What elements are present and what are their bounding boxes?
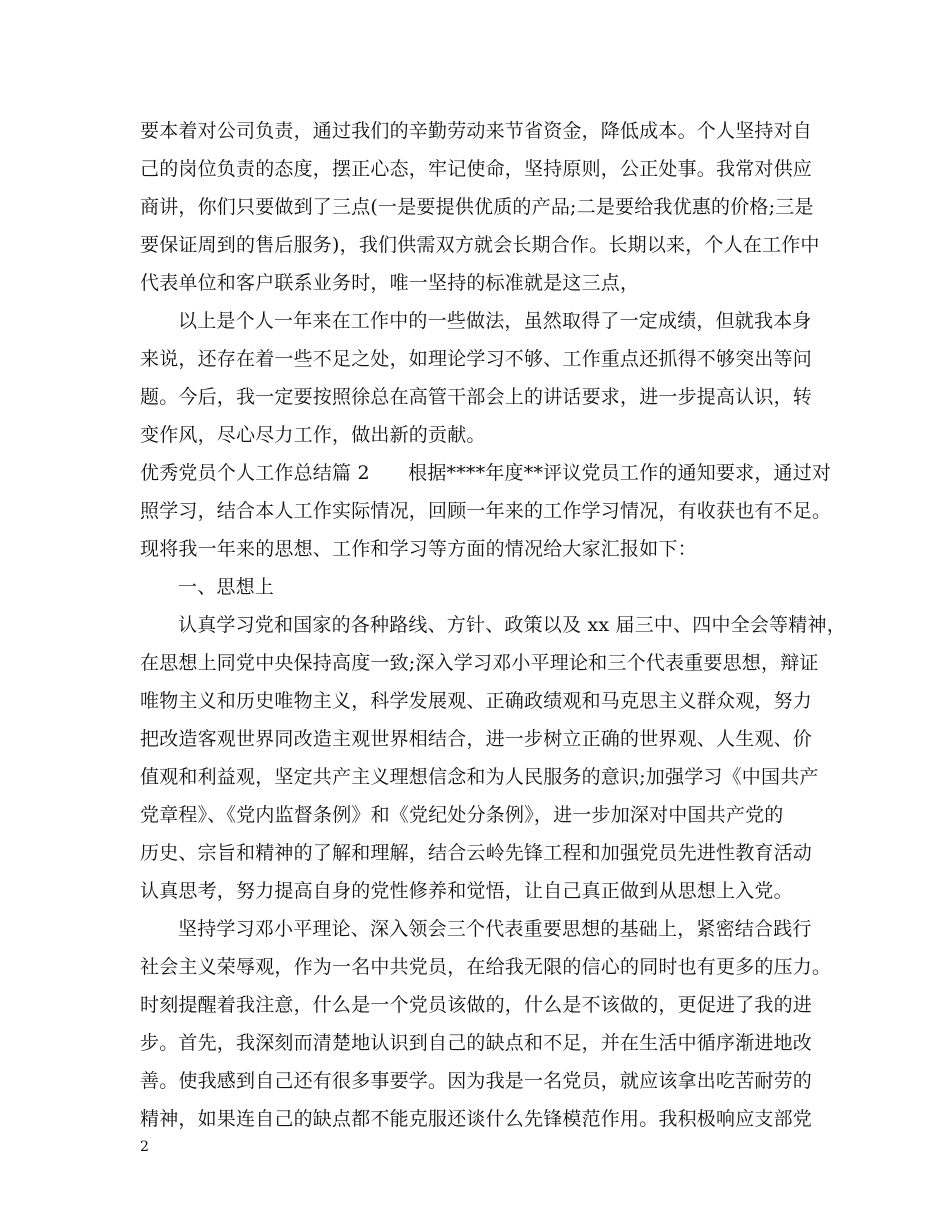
text-line: 题。今后，我一定要按照徐总在高管干部会上的讲话要求，进一步提高认识，转 [140, 386, 813, 408]
text-line: 党章程》、《党内监督条例》和《党纪处分条例》，进一步加深对中国共产党的 [140, 804, 784, 826]
subheading: 一、思想上 [178, 576, 275, 598]
text-line: 商讲，你们只要做到了三点(一是要提供优质的产品;二是要给我优惠的价格;三是 [140, 196, 814, 218]
text-line: 值观和利益观，坚定共产主义理想信念和为人民服务的意识;加强学习《中国共产 [140, 766, 819, 788]
text-line: 以上是个人一年来在工作中的一些做法，虽然取得了一定成绩，但就我本身 [178, 310, 812, 332]
text-line: 步。首先，我深刻而清楚地认识到自己的缺点和不足，并在生活中循序渐进地改 [140, 1032, 813, 1054]
section-heading-line: 优秀党员个人工作总结篇 2 根据****年度**评议党员工作的通知要求，通过对 [140, 462, 832, 484]
text-line: 己的岗位负责的态度，摆正心态，牢记使命，坚持原则，公正处事。我常对供应 [140, 158, 813, 180]
text-line: 现将我一年来的思想、工作和学习等方面的情况给大家汇报如下： [140, 538, 697, 560]
text-line: 唯物主义和历史唯物主义，科学发展观、正确政绩观和马克思主义群众观，努力 [140, 690, 813, 712]
text-line: 变作风，尽心尽力工作，做出新的贡献。 [140, 424, 486, 446]
text-line: 善。使我感到自己还有很多事要学。因为我是一名党员，就应该拿出吃苦耐劳的 [140, 1070, 813, 1092]
text-line: 认真学习党和国家的各种路线、方针、政策以及 xx 届三中、四中全会等精神， [178, 614, 846, 636]
text-line: 代表单位和客户联系业务时，唯一坚持的标准就是这三点， [140, 272, 640, 294]
text-line: 把改造客观世界同改造主观世界相结合，进一步树立正确的世界观、人生观、价 [140, 728, 813, 750]
text-line: 社会主义荣辱观，作为一名中共党员，在给我无限的信心的同时也有更多的压力。 [140, 956, 832, 978]
text-line: 来说，还存在着一些不足之处，如理论学习不够、工作重点还抓得不够突出等问 [140, 348, 813, 370]
text-line: 在思想上同党中央保持高度一致;深入学习邓小平理论和三个代表重要思想，辩证 [140, 652, 819, 674]
text-line: 时刻提醒着我注意，什么是一个党员该做的，什么是不该做的，更促进了我的进 [140, 994, 813, 1016]
page-number: 2 [140, 1139, 149, 1155]
text-line: 精神，如果连自己的缺点都不能克服还谈什么先锋模范作用。我积极响应支部党 [140, 1108, 813, 1130]
text-line: 历史、宗旨和精神的了解和理解，结合云岭先锋工程和加强党员先进性教育活动 [140, 842, 813, 864]
text-line: 要本着对公司负责，通过我们的辛勤劳动来节省资金，降低成本。个人坚持对自 [140, 120, 813, 142]
text-line: 坚持学习邓小平理论、深入领会三个代表重要思想的基础上，紧密结合践行 [178, 918, 812, 940]
text-line: 照学习，结合本人工作实际情况，回顾一年来的工作学习情况，有收获也有不足。 [140, 500, 832, 522]
text-line: 要保证周到的售后服务)，我们供需双方就会长期合作。长期以来，个人在工作中 [140, 234, 820, 256]
text-line: 认真思考，努力提高自身的党性修养和觉悟，让自己真正做到从思想上入党。 [140, 880, 793, 902]
